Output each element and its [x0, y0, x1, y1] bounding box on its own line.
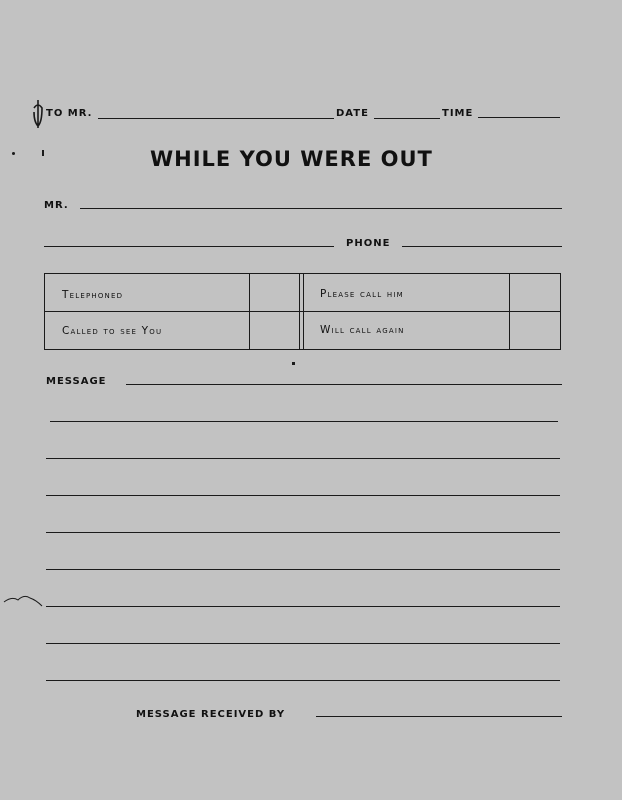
phone-line[interactable]: [402, 246, 562, 247]
message-line-6[interactable]: [46, 569, 560, 570]
called-to-see-you-checkbox[interactable]: [251, 313, 297, 347]
phone-label: PHONE: [346, 238, 391, 249]
message-line-1[interactable]: [126, 384, 562, 385]
received-by-label: MESSAGE RECEIVED BY: [136, 709, 286, 720]
specks: [12, 152, 15, 155]
message-line-5[interactable]: [46, 532, 560, 533]
will-call-again-checkbox[interactable]: [511, 313, 557, 347]
will-call-again-label: Will call again: [320, 324, 405, 336]
to-mr-label: TO MR.: [46, 108, 93, 119]
message-line-2[interactable]: [50, 421, 558, 422]
to-mr-line[interactable]: [98, 118, 334, 119]
called-to-see-you-label: Called to see You: [62, 325, 163, 337]
caller-line[interactable]: [44, 246, 334, 247]
telephoned-checkbox[interactable]: [251, 275, 297, 310]
message-line-7[interactable]: [46, 606, 560, 607]
specks: [42, 150, 44, 156]
torn-edge-mark: [0, 588, 50, 610]
telephoned-label: Telephoned: [62, 289, 124, 301]
date-line[interactable]: [374, 118, 440, 119]
message-line-3[interactable]: [46, 458, 560, 459]
date-label: DATE: [336, 108, 369, 119]
mr-line[interactable]: [80, 208, 562, 209]
time-label: TIME: [442, 108, 474, 119]
message-line-9[interactable]: [46, 680, 560, 681]
form-title: WHILE YOU WERE OUT: [150, 147, 433, 171]
mr-label: MR.: [44, 200, 69, 211]
message-line-4[interactable]: [46, 495, 560, 496]
paper-clip-mark: [30, 98, 46, 134]
received-by-line[interactable]: [316, 716, 562, 717]
speck: [292, 362, 295, 365]
time-line[interactable]: [478, 117, 560, 118]
message-line-8[interactable]: [46, 643, 560, 644]
table-divider: [44, 311, 561, 312]
please-call-him-checkbox[interactable]: [511, 275, 557, 310]
message-label: MESSAGE: [46, 376, 107, 387]
please-call-him-label: Please call him: [320, 288, 404, 300]
